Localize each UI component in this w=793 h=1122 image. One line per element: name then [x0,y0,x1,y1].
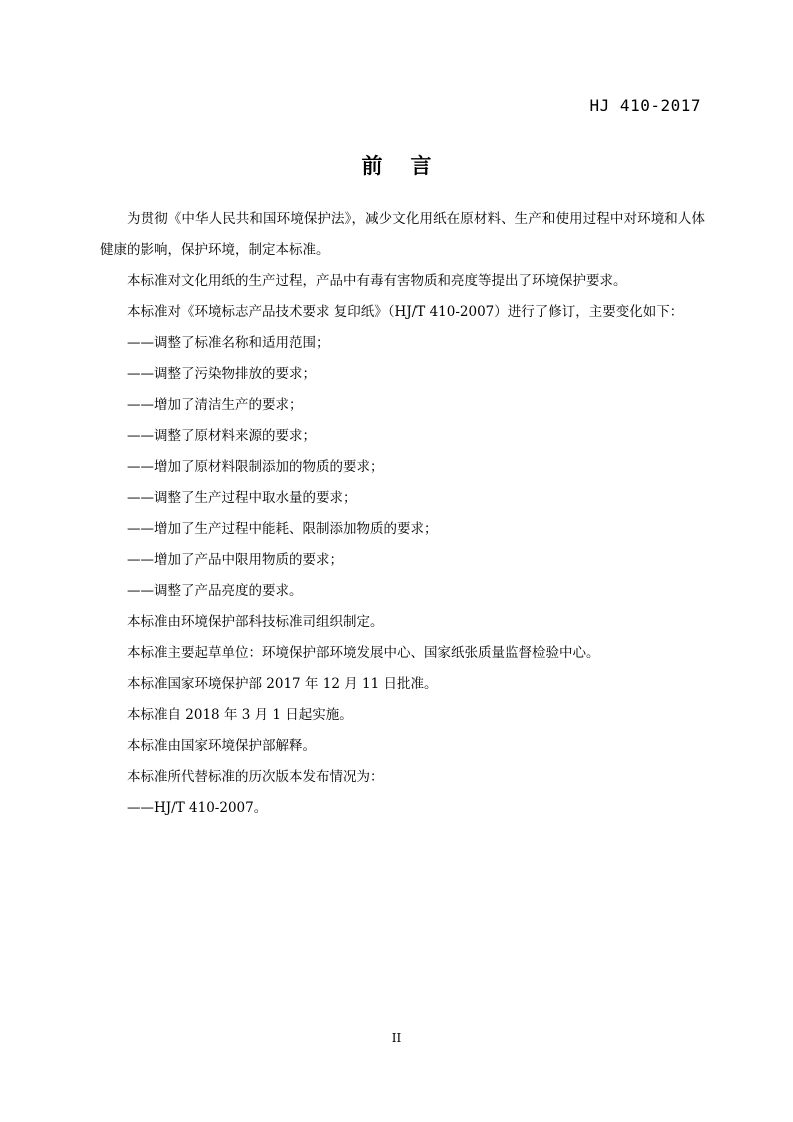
list-item: ——调整了污染物排放的要求； [127,366,316,382]
list-item: ——增加了产品中限用物质的要求； [127,552,343,568]
paragraph: 本标准主要起草单位：环境保护部环境发展中心、国家纸张质量监督检验中心。 [127,645,600,661]
paragraph: 本标准由环境保护部科技标准司组织制定。 [127,614,384,630]
body-text [100,204,705,824]
paragraph: 本标准所代替标准的历次版本发布情况为： [127,769,384,785]
list-item: ——调整了产品亮度的要求。 [127,583,303,599]
list-item: ——增加了生产过程中能耗、限制添加物质的要求； [127,521,438,537]
page-title: 前言 [361,154,460,178]
document-code: HJ 410-2017 [589,96,701,115]
paragraph: 为贯彻《中华人民共和国环境保护法》，减少文化用纸在原材料、生产和使用过程中对环境和人体健康的影响，保护环境，制定本标准。 [100,211,705,258]
paragraph: 本标准由国家环境保护部解释。 [127,738,316,754]
list-item: ——增加了清洁生产的要求； [127,397,303,413]
paragraph: 本标准对文化用纸的生产过程，产品中有毒有害物质和亮度等提出了环境保护要求。 [127,273,627,289]
list-item: ——调整了生产过程中取水量的要求； [127,490,357,506]
paragraph: 本标准国家环境保护部 2017 年 12 月 11 日批准。 [127,676,438,692]
paragraph: 本标准自 2018 年 3 月 1 日起实施。 [127,707,353,723]
list-item: ——增加了原材料限制添加的物质的要求； [127,459,384,475]
page-number: II [391,1031,402,1045]
paragraph: 本标准对《环境标志产品技术要求 复印纸》（HJ/T 410-2007）进行了修订，主要变化如下： [127,304,684,320]
list-item: ——调整了标准名称和适用范围； [127,335,330,351]
list-item: ——HJ/T 410-2007。 [127,800,268,816]
list-item: ——调整了原材料来源的要求； [127,428,316,444]
